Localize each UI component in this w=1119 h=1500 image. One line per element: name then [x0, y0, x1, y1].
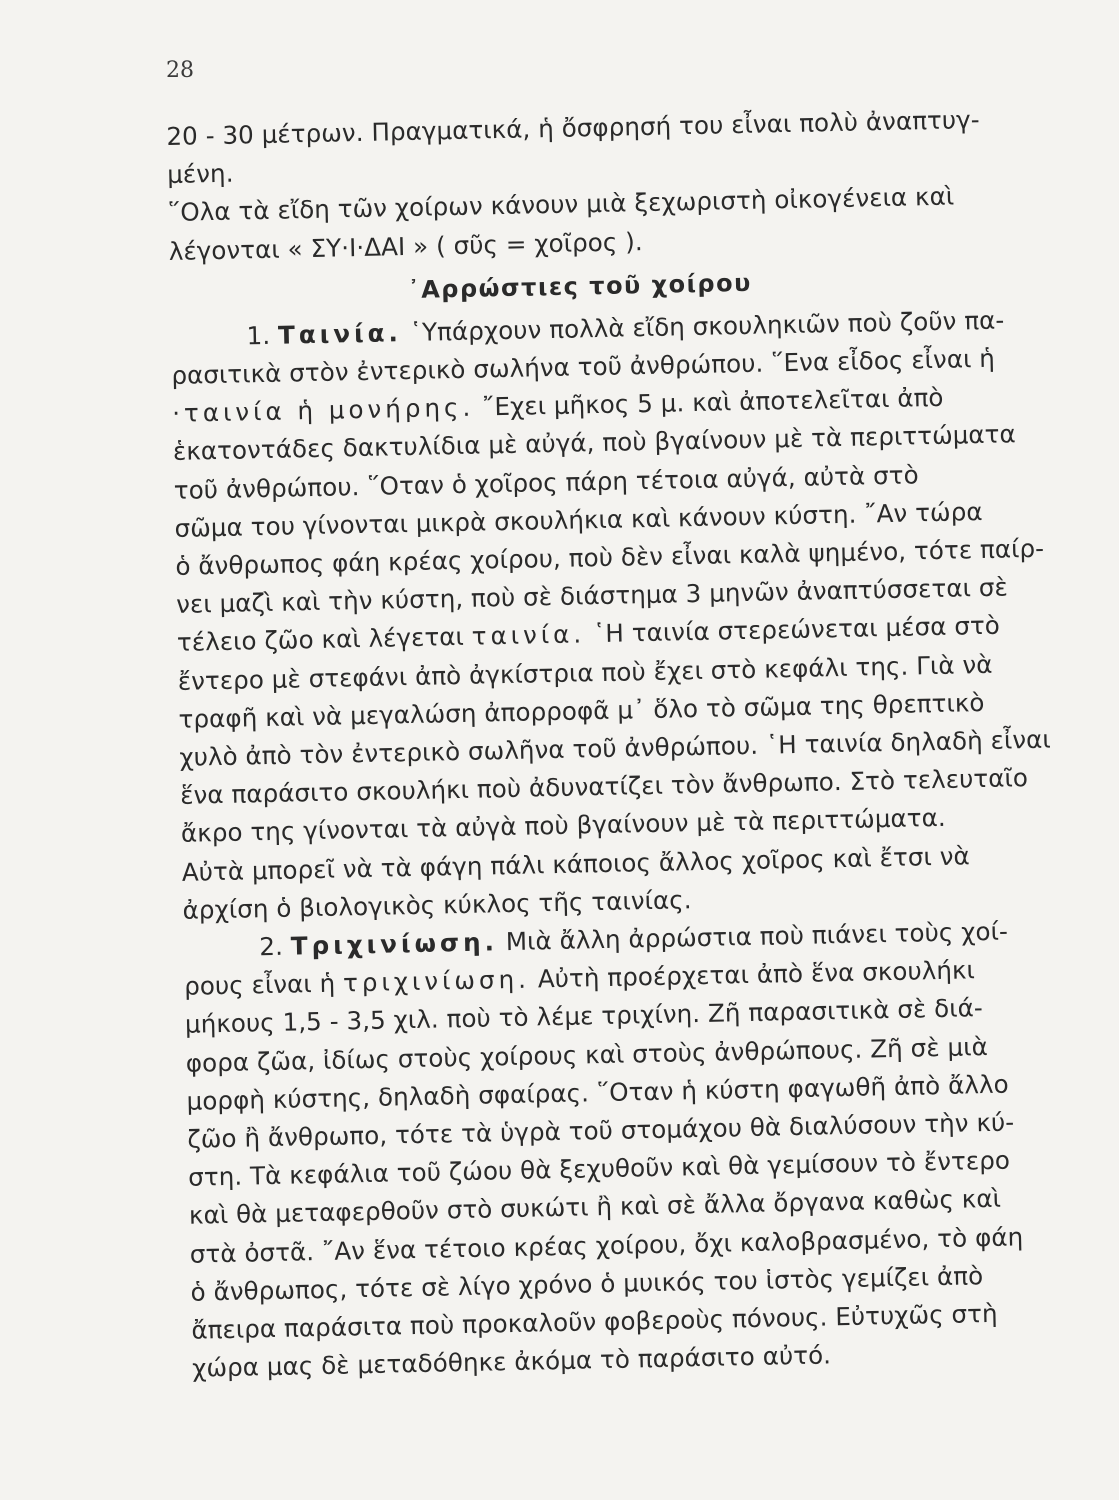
section-heading: ᾿Αρρώστιες τοῦ χοίρου — [407, 268, 753, 304]
text-line: νει μαζὶ καὶ τὴν κύστη, ποὺ σὲ διάστημα 3 μηνῶν ἀναπτύσσεται σὲ — [175, 572, 1009, 620]
text-line: στὰ ὀστᾶ. ῎Αν ἕνα τέτοιο κρέας χοίρου, ὄχι καλοβρασμένο, τὸ φάη — [189, 1221, 1024, 1269]
text-line: ἑκατοντάδες δακτυλίδια μὲ αὐγά, ποὺ βγαίνουν μὲ τὰ περιττώματα — [172, 419, 1017, 467]
text-line: Αὐτὰ μπορεῖ νὰ τὰ φάγη πάλι κάποιος ἄλλος χοῖρος καὶ ἔτσι νὰ — [181, 840, 970, 887]
text-line: μένη. — [166, 158, 234, 190]
text-line: ἄπειρα παράσιτα ποὺ προκαλοῦν φοβεροὺς πόνους. Εὐτυχῶς στὴ — [191, 1298, 998, 1345]
text-line: στη. Τὰ κεφάλια τοῦ ζώου θὰ ξεχυθοῦν καὶ θὰ γεμίσουν τὸ ἔντερο — [187, 1145, 1011, 1193]
text-line: ἄκρο της γίνονται τὰ αὐγὰ ποὺ βγαίνουν μὲ τὰ περιττώματα. — [180, 803, 947, 849]
text-line: χυλὸ ἀπὸ τὸν ἐντερικὸ σωλῆνα τοῦ ἀνθρώπου. ῾Η ταινία δηλαδὴ εἶναι — [179, 724, 1052, 772]
text-line: τοῦ ἀνθρώπου. ῞Οταν ὁ χοῖρος πάρη τέτοια αὐγά, αὐτὰ στὸ — [173, 459, 919, 505]
line-start: ρους εἶναι ἡ — [183, 968, 344, 1002]
spaced-term: ·ταινία ἡ μονήρης. — [171, 392, 475, 429]
text-line: ἀρχίση ὁ βιολογικὸς κύκλος τῆς ταινίας. — [182, 885, 692, 925]
text-line: χώρα μας δὲ μεταδόθηκε ἀκόμα τὸ παράσιτο αὐτό. — [191, 1340, 832, 1384]
line-rest: Αὐτὴ προέρχεται ἀπὸ ἕνα σκουλήκι — [529, 955, 976, 994]
text-line: ἔντερο μὲ στεφάνι ἀπὸ ἀγκίστρια ποὺ ἔχει στὸ κεφάλι της. Γιὰ νὰ — [177, 649, 993, 696]
text-line: μήκους 1,5 - 3,5 χιλ. ποὺ τὸ λέμε τριχίνη. Ζῆ παρασιτικὰ σὲ διά- — [184, 993, 984, 1040]
text-line: λέγονται « ΣΥ·Ι·ΔΑΙ » ( σῦς = χοῖρος ). — [168, 226, 643, 266]
section-1-number: 1. — [246, 320, 271, 351]
text-line: σῶμα του γίνονται μικρὰ σκουλήκια καὶ κάνουν κύστη. ῎Αν τώρα — [174, 496, 983, 543]
text-line: ὁ ἄνθρωπος, τότε σὲ λίγο χρόνο ὁ μυικός του ἱστὸς γεμίζει ἀπὸ — [190, 1261, 984, 1307]
text-line: ρασιτικὰ στὸν ἐντερικὸ σωλήνα τοῦ ἀνθρώπου. ῞Ενα εἶδος εἶναι ἡ — [171, 343, 996, 390]
section-2-first-line-rest: Μιὰ ἄλλη ἀρρώστια ποὺ πιάνει τοὺς χοί- — [497, 916, 1009, 957]
line-rest: ῎Εχει μῆκος 5 μ. καὶ ἀποτελεῖται ἀπὸ — [473, 383, 944, 422]
section-2-term: Τριχινίωση. — [290, 927, 499, 961]
section-1-term: Ταινία. — [277, 317, 403, 350]
text-line: φορα ζῶα, ἰδίως στοὺς χοίρους καὶ στοὺς ἀνθρώπους. Ζῆ σὲ μιὰ — [185, 1031, 989, 1078]
section-1-first-line-rest: ῾Υπάρχουν πολλὰ εἴδη σκουληκιῶν ποὺ ζοῦν πα- — [401, 305, 1005, 347]
text-line: τραφῆ καὶ νὰ μεγαλώση ἀπορροφᾶ μ᾿ ὅλο τὸ σῶμα της θρεπτικὸ — [178, 687, 985, 734]
spaced-term: ταινία. — [471, 619, 586, 652]
text-line: καὶ θὰ μεταφερθοῦν στὸ συκώτι ἢ καὶ σὲ ἄλλα ὄργανα καθὼς καὶ — [188, 1184, 1002, 1231]
section-2-number: 2. — [259, 931, 284, 962]
text-line: ζῶο ἢ ἄνθρωπο, τότε τὰ ὑγρὰ τοῦ στομάχου θὰ διαλύσουν τὴν κύ- — [187, 1107, 1015, 1154]
text-line: ὁ ἄνθρωπος φάη κρέας χοίρου, ποὺ δὲν εἶναι καλὰ ψημένο, τότε παίρ- — [175, 533, 1045, 581]
text-line: μορφὴ κύστης, δηλαδὴ σφαίρας. ῞Οταν ἡ κύστη φαγωθῆ ἀπὸ ἄλλο — [186, 1069, 1009, 1116]
page-body — [166, 100, 1072, 1389]
text-line: ῞Ολα τὰ εἴδη τῶν χοίρων κάνουν μιὰ ξεχωριστὴ οἰκογένεια καὶ — [167, 181, 955, 228]
line-start: τέλειο ζῶο καὶ λέγεται — [176, 622, 473, 658]
page-number: 28 — [166, 58, 194, 83]
spaced-term: τριχινίωση. — [342, 964, 531, 998]
text-line: ἕνα παράσιτο σκουλήκι ποὺ ἀδυνατίζει τὸν ἄνθρωπο. Στὸ τελευταῖο — [179, 763, 1029, 811]
line-rest: ῾Η ταινία στερεώνεται μέσα στὸ — [584, 611, 1001, 649]
text-line: 20 - 30 μέτρων. Πραγματικά, ἡ ὄσφρησή του εἶναι πολὺ ἀναπτυγ- — [166, 104, 980, 151]
